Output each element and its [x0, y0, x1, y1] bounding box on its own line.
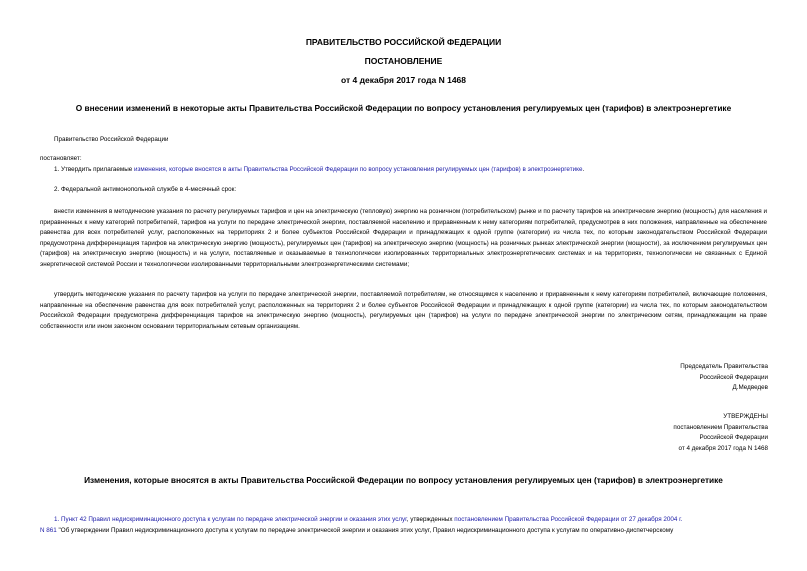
item-1	[54, 165, 584, 176]
signature-block	[560, 362, 768, 394]
doc-date-number: от 4 декабря 2017 года N 1468	[340, 75, 467, 85]
approval-date: от 4 декабря 2017 года N 1468	[678, 444, 768, 452]
signature-org: Российской Федерации	[699, 373, 768, 381]
issuer: Правительство Российской Федерации	[54, 136, 169, 143]
changes-link[interactable]: изменения, которые вносятся в акты Правительства Российской Федерации по вопросу установления регулируемых цен (тарифов) в электроэнергетике	[134, 166, 583, 173]
annex-title: Изменения, которые вносятся в акты Правительства Российской Федерации по вопросу установления регулируемых цен (тарифов) в электроэнергетике	[84, 475, 723, 485]
paragraph-transmission-tariffs: утвердить методические указания по расчету тарифов на услуги по передаче электрической энергии, поставляемой потребителям, не относящимся к населению и приравненным к нему категориям потребителей, включающие положения, направленные на обеспечение равенства для всех потребителей услуг, расположенных на территориях 2 и более субъектов Российской Федерации и принадлежащих к одной группе (категории) из числа тех, по которым законодательством Российской Федерации предусмотрена дифференциация тарифов на электрическую энергию (мощность), регулируемых цен (тарифов) на услуги по передаче электрической энергии по электрическим сетям, принадлежащим на праве собственности или ином законном основании территориальным сетевым организациям.	[40, 291, 767, 330]
doc-type-heading: ПОСТАНОВЛЕНИЕ	[364, 56, 443, 66]
annex-item-1-line-1	[54, 515, 767, 526]
approval-title: УТВЕРЖДЕНЫ	[723, 413, 768, 420]
item-2: 2. Федеральной антимонопольной службе в 4-месячный срок:	[54, 186, 237, 193]
resolution-number-link[interactable]: N 861	[40, 527, 57, 534]
document-title: О внесении изменений в некоторые акты Правительства Российской Федерации по вопросу установления регулируемых цен (тарифов) в электроэнергетике	[75, 103, 732, 113]
signature-position: Председатель Правительства	[680, 363, 768, 370]
resolution-link[interactable]: постановлением Правительства Российской Федерации от 27 декабря 2004 г.	[454, 516, 683, 523]
item-1-suffix: .	[582, 166, 585, 173]
annex-item-1-line-2-text: "Об утверждении Правил недискриминационного доступа к услугам по передаче электрической энергии и оказания этих услуг, Правил недискриминационного доступа к услугам по оперативно-диспетчерскому	[56, 527, 674, 534]
rules-link[interactable]: 1. Пункт 42 Правил недискриминационного доступа к услугам по передаче электрической энергии и оказания этих услуг	[54, 516, 407, 523]
annex-item-1-mid: , утвержденных	[406, 516, 455, 523]
paragraph-methodical-instructions: внести изменения в методические указания по расчету регулируемых тарифов и цен на электрическую (тепловую) энергию на розничном (потребительском) рынке и по расчету тарифов на электрические энергию (мощность) для населения и приравненных к нему категорий потребителей, тарифов на услуги по передаче электрической энергии, поставляемой населению и приравненным к нему категориям потребителей, предусмотрев в них положения, направленные на обеспечение равенства для всех потребителей услуг, расположенных на территориях 2 и более субъектов Российской Федерации и принадлежащих к одной группе (категории) из числа тех, по которым законодательством Российской Федерации предусмотрена дифференциация тарифов на электрическую энергию (мощность), регулируемых цен (тарифов) на электрическую энергию (мощность) на розничных рынках электрической энергии (мощности), за исключением регулируемых цен (тарифов) на электрическую энергию (мощность) и на услуги, поставляемые и оказываемые в технологически изолированных территориальных электроэнергетических системах и на территориях, технологически не связанных с Единой энергетической системой России и технологически изолированными территориальными электроэнергетическими системами;	[40, 208, 767, 268]
approval-by: постановлением Правительства	[673, 423, 768, 431]
annex-item-1-line-2	[40, 526, 767, 537]
approval-org: Российской Федерации	[699, 434, 768, 442]
approval-block	[560, 412, 768, 454]
signature-name: Д.Медведев	[732, 384, 768, 392]
authority-heading: ПРАВИТЕЛЬСТВО РОССИЙСКОЙ ФЕДЕРАЦИИ	[305, 37, 502, 47]
item-1-prefix: 1. Утвердить прилагаемые	[54, 166, 134, 173]
decides: постановляет:	[40, 155, 82, 162]
